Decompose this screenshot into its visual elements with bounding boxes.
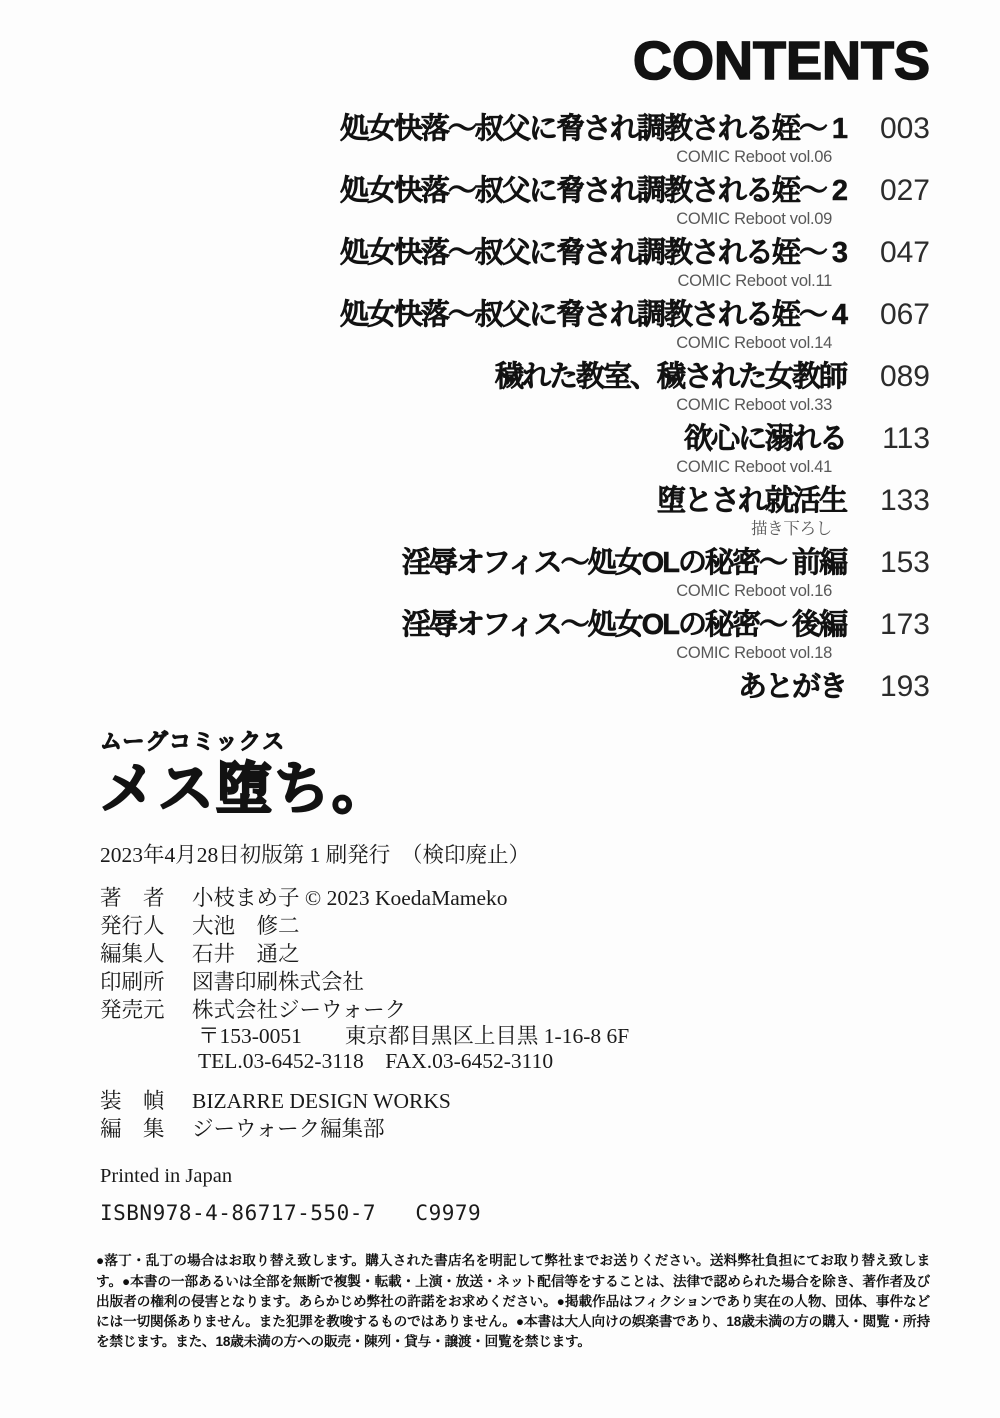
toc-entry [60,298,930,360]
credit-value: 図書印刷株式会社 [192,970,365,995]
toc-entry-page: 133 [879,484,930,517]
toc-entry [60,484,930,546]
publisher-tel: TEL.03-6452-3118 FAX.03-6452-3110 [198,1049,554,1074]
toc-entry-title: 欲心に溺れる [683,423,846,455]
credit-value: BIZARRE DESIGN WORKS [192,1089,451,1114]
toc-entry-page: 173 [879,608,930,641]
toc-entry-title: あとがき [737,671,846,703]
toc-entry-title: 淫辱オフィス～処女OLの秘密～ 後編 [401,609,846,641]
toc-entry-title: 処女快落～叔父に脅され調教される姪～ 4 [339,299,846,331]
toc-entry-subtitle: COMIC Reboot vol.14 [676,334,832,352]
credit-label: 装 幀 [100,1089,165,1114]
toc-entry-title: 処女快落～叔父に脅され調教される姪～ 2 [339,175,846,207]
toc-entry-subtitle: COMIC Reboot vol.06 [676,148,832,166]
toc-entry-subtitle: COMIC Reboot vol.41 [676,458,832,476]
credit-label: 発行人 [100,914,165,939]
credit-label: 編 集 [100,1117,165,1142]
series-name: ムーグコミックス [100,729,286,754]
credit-value: ジーウォーク編集部 [192,1117,385,1142]
toc-entry-title: 処女快落～叔父に脅され調教される姪～ 1 [339,113,846,145]
toc-entry [60,112,930,174]
toc-list [60,112,930,711]
table-of-contents [60,31,930,711]
toc-entry-subtitle: COMIC Reboot vol.18 [676,644,832,662]
toc-entry [60,422,930,484]
toc-entry-page: 193 [879,670,930,703]
credit-label: 発売元 [100,998,165,1023]
credit-value: 小枝まめ子 © 2023 KoedaMameko [192,886,508,911]
toc-entry [60,670,930,711]
toc-entry-subtitle: COMIC Reboot vol.11 [677,272,832,290]
credit-row-author [100,884,930,912]
credit-label: 編集人 [100,942,165,967]
credit-row-editing-dept [100,1115,930,1143]
edition-line: 2023年4月28日初版第 1 刷発行 （検印廃止） [100,843,531,868]
colophon [100,725,930,1225]
toc-entry-title: 穢れた教室、穢された女教師 [494,361,846,393]
credit-row-design [100,1087,930,1115]
credit-value: 大池 修二 [192,914,300,939]
contents-heading: CONTENTS [633,31,930,91]
toc-entry [60,546,930,608]
isbn-code: ISBN978-4-86717-550-7 C9979 [100,1201,482,1226]
toc-entry-page: 089 [879,360,930,393]
credits [100,884,930,1143]
credit-row-printer [100,968,930,996]
toc-entry [60,608,930,670]
toc-entry [60,174,930,236]
credit-label: 著 者 [100,886,165,911]
credit-value: 株式会社ジーウォーク [192,998,407,1023]
toc-entry-page: 113 [882,422,930,455]
toc-entry-page: 153 [879,546,930,579]
credit-row-editor-person [100,940,930,968]
toc-entry-page: 067 [879,298,930,331]
credit-label: 印刷所 [100,970,165,995]
credit-value: 石井 通之 [192,942,300,967]
toc-entry-page: 003 [879,112,930,145]
book-title: メス堕ち。 [100,757,390,820]
legal-text: ●落丁・乱丁の場合はお取り替え致します。購入された書店名を明記して弊社までお送りください。送料弊社負担にてお取り替え致します。●本書の一部あるいは全部を無断で複製・転載・上演・放送・ネット配信等をすることは、法律で認められた場合を除き、著作者及び出版者の権利の侵害となります。あらかじめ弊社の許諾をお求めください。●掲載作品はフィクションであり実在の人物、団体、事件などには一切関係ありません。また犯罪を教唆するものではありません。●本書は大人向けの娯楽書であり、18歳未満の方の購入・閲覧・所持を禁じます。また、18歳未満の方への販売・陳列・貸与・譲渡・回覧を禁じます。 [96,1253,930,1349]
printed-in-japan: Printed in Japan [100,1165,233,1188]
toc-entry-page: 027 [879,174,930,207]
publisher-address: 〒153-0051 東京都目黒区上目黒 1-16-8 6F [198,1024,630,1049]
toc-entry [60,236,930,298]
toc-entry-title: 堕とされ就活生 [656,485,846,517]
credit-row-distributor [100,996,930,1024]
toc-entry-subtitle: COMIC Reboot vol.09 [676,210,832,228]
credit-row-publisher-person [100,912,930,940]
toc-entry [60,360,930,422]
toc-entry-title: 淫辱オフィス～処女OLの秘密～ 前編 [401,547,846,579]
toc-entry-title: 処女快落～叔父に脅され調教される姪～ 3 [339,237,846,269]
toc-entry-subtitle: COMIC Reboot vol.33 [676,396,832,414]
toc-entry-subtitle: COMIC Reboot vol.16 [676,582,832,600]
toc-entry-page: 047 [879,236,930,269]
toc-entry-subtitle: 描き下ろし [750,520,832,538]
